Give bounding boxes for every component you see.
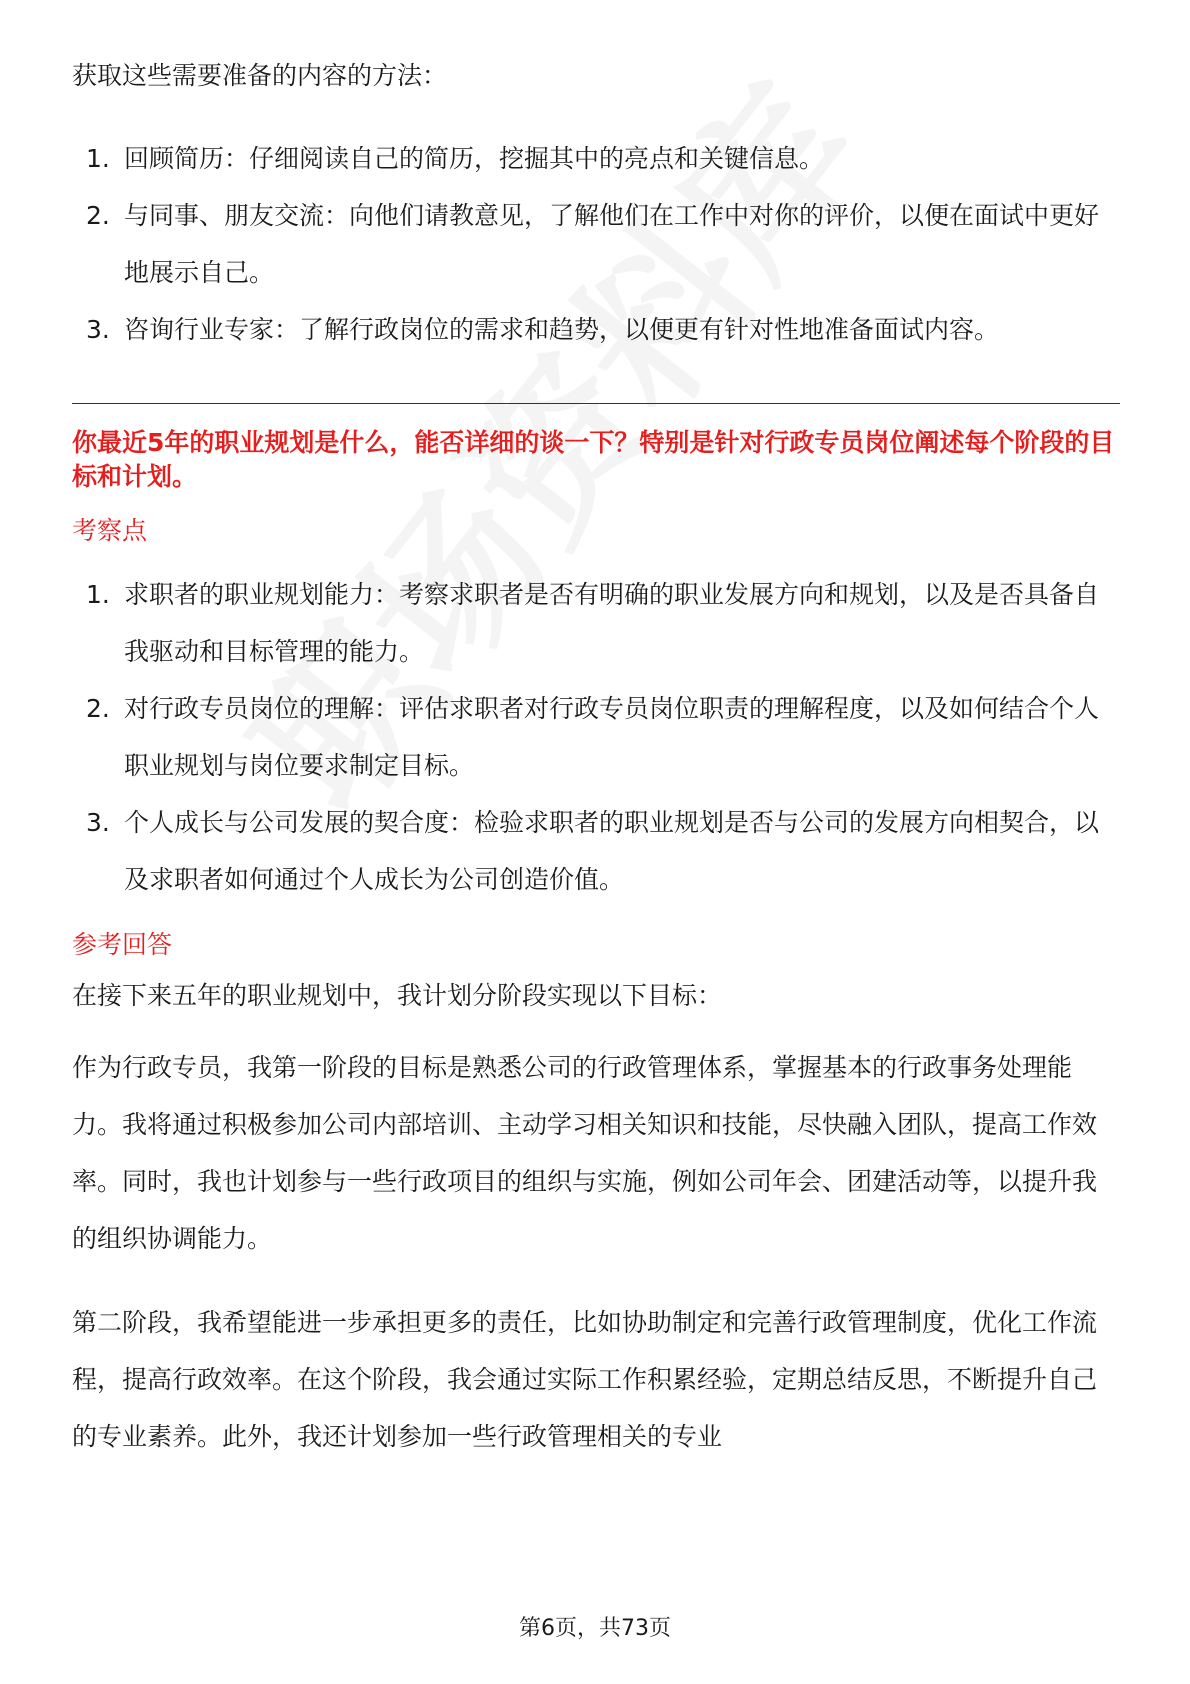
answer-paragraph: 第二阶段，我希望能进一步承担更多的责任，比如协助制定和完善行政管理制度，优化工作流程，提高行政效率。在这个阶段，我会通过实际工作积累经验，定期总结反思，不断提升自己的专业素养。此外，我还计划参加一些行政管理相关的专业	[72, 1308, 1098, 1451]
list-item	[72, 187, 1120, 301]
answer-title: 参考回答	[72, 930, 173, 959]
list-text: 咨询行业专家：了解行政岗位的需求和趋势，以便更有针对性地准备面试内容。	[124, 315, 1000, 344]
document-page	[72, 62, 1120, 1492]
intro-heading: 获取这些需要准备的内容的方法：	[72, 61, 448, 90]
list-item	[72, 130, 1120, 187]
section-divider	[72, 403, 1120, 404]
methods-list	[72, 130, 1120, 358]
examine-points-list	[72, 566, 1120, 908]
list-number: 1.	[86, 144, 110, 173]
interview-question: 你最近5年的职业规划是什么，能否详细的谈一下？特别是针对行政专员岗位阐述每个阶段的目标和计划。	[72, 428, 1115, 491]
list-text: 求职者的职业规划能力：考察求职者是否有明确的职业发展方向和规划，以及是否具备自我驱动和目标管理的能力。	[124, 580, 1100, 666]
list-text: 回顾简历：仔细阅读自己的简历，挖掘其中的亮点和关键信息。	[124, 144, 825, 173]
answer-intro: 在接下来五年的职业规划中，我计划分阶段实现以下目标：	[72, 981, 723, 1010]
list-number: 3.	[86, 315, 110, 344]
list-item	[72, 680, 1120, 794]
page-footer: 第6页，共73页	[519, 1616, 671, 1641]
list-number: 2.	[86, 694, 110, 723]
list-text: 对行政专员岗位的理解：评估求职者对行政专员岗位职责的理解程度，以及如何结合个人职业规划与岗位要求制定目标。	[124, 694, 1100, 780]
list-item	[72, 301, 1120, 358]
answer-paragraph: 作为行政专员，我第一阶段的目标是熟悉公司的行政管理体系，掌握基本的行政事务处理能力。我将通过积极参加公司内部培训、主动学习相关知识和技能，尽快融入团队，提高工作效率。同时，我也计划参与一些行政项目的组织与实施，例如公司年会、团建活动等，以提升我的组织协调能力。	[72, 1053, 1098, 1253]
list-number: 3.	[86, 808, 110, 837]
list-number: 1.	[86, 580, 110, 609]
list-item	[72, 566, 1120, 680]
list-number: 2.	[86, 201, 110, 230]
list-item	[72, 794, 1120, 908]
list-text: 与同事、朋友交流：向他们请教意见，了解他们在工作中对你的评价，以便在面试中更好地展示自己。	[124, 201, 1100, 287]
list-text: 个人成长与公司发展的契合度：检验求职者的职业规划是否与公司的发展方向相契合，以及求职者如何通过个人成长为公司创造价值。	[124, 808, 1100, 894]
examine-title: 考察点	[72, 516, 148, 545]
